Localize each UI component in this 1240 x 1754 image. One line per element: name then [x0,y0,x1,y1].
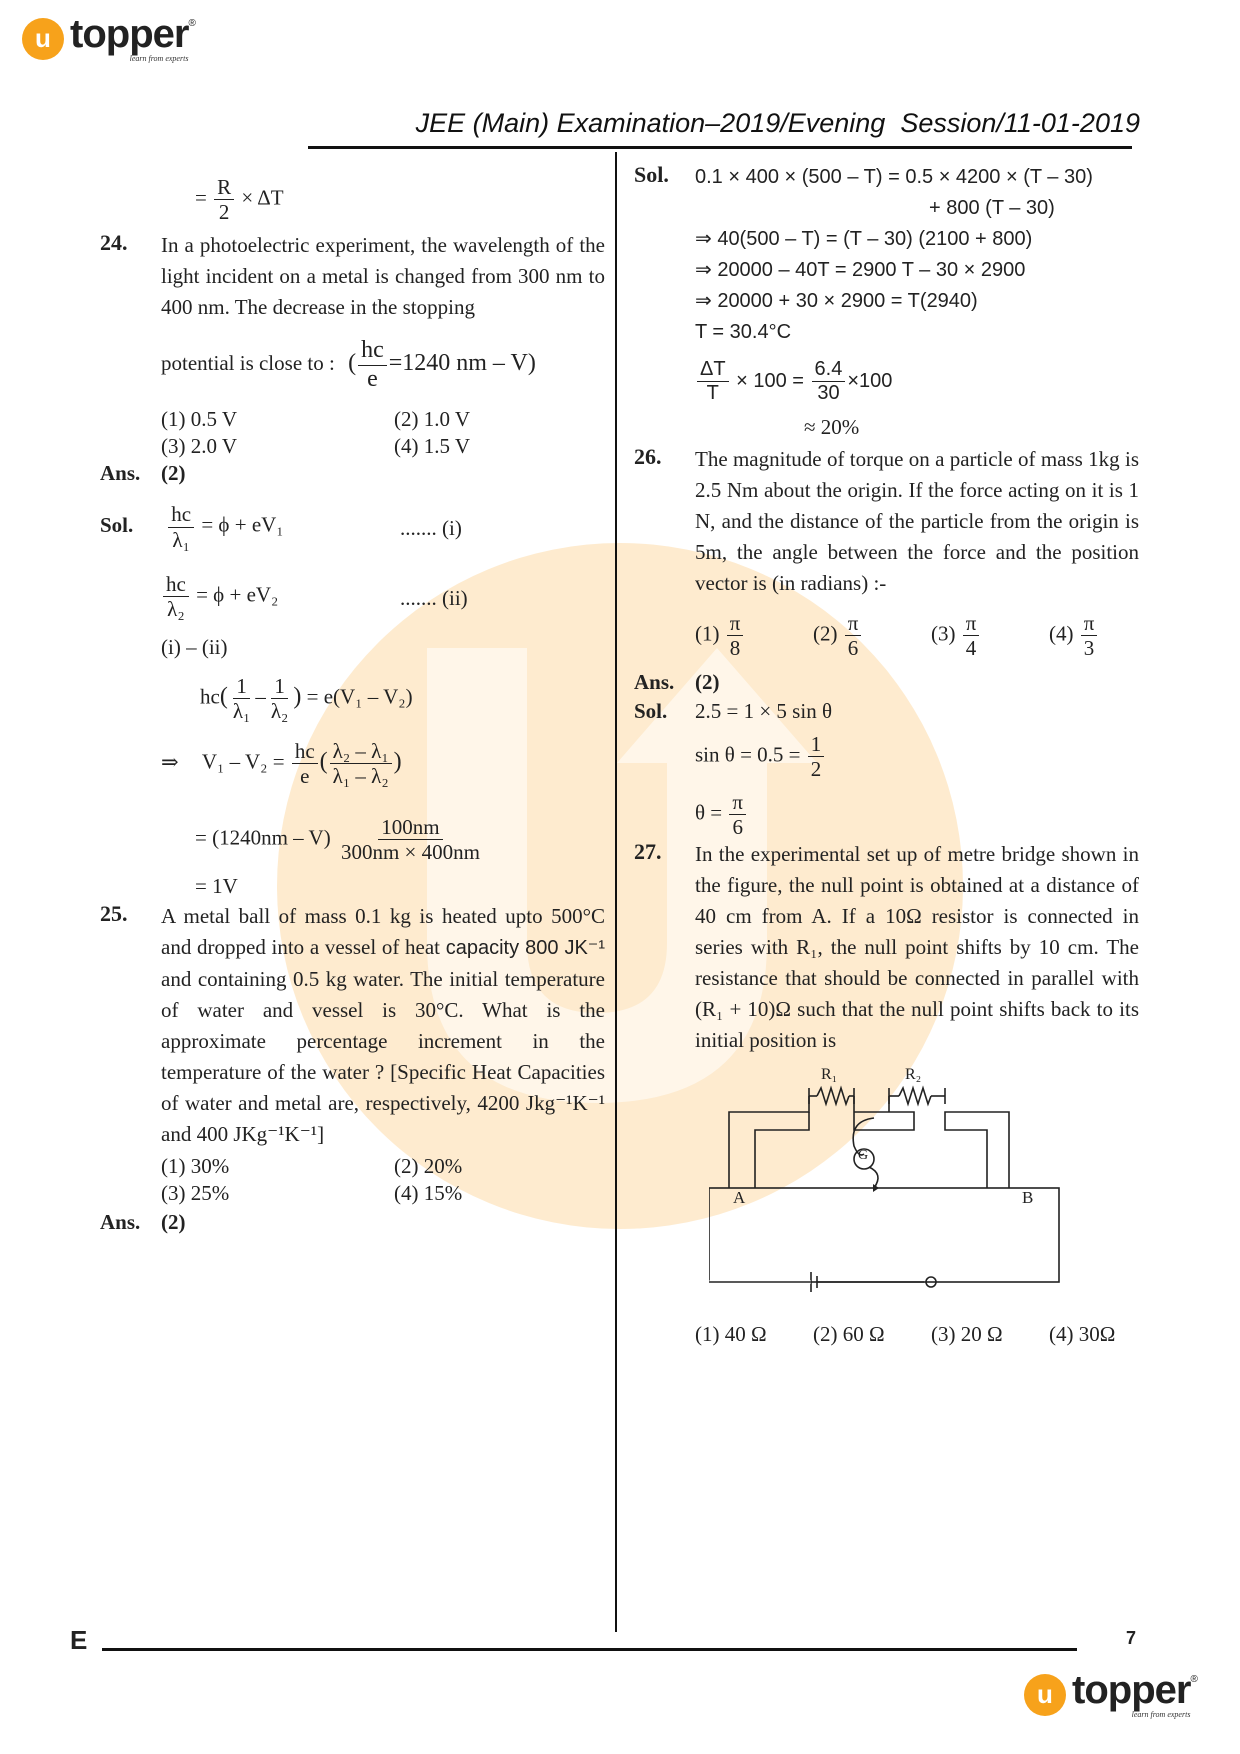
percentage-result: ≈ 20% [804,415,860,439]
solution-24-eq5: = (1240nm – V) $\frac{100nm}{300nm \times 400nm}$ [195,814,480,864]
option-4: (4) 30Ω [1049,1321,1116,1346]
edition-letter: E [70,1625,88,1655]
label-galvanometer: G [858,1147,869,1163]
option-1: (1) 30% [161,1153,230,1178]
metre-bridge-figure [709,1066,1089,1316]
options-25 [161,1154,605,1206]
header-logo [22,14,196,63]
solution-25: Sol. 0.1 × 400 × (500 – T) = 0.5 × 4200 × (T – 30) + 800 (T – 30) ⇒ 40(500 – T) = (T – 30) (2100 + 800) ⇒ 20000 – 40T = 2900 T – 30 × 2900 ⇒ 20000 + 30 × 2900 = T(2940) T = 30.4°C $\frac{\Delta T}{T}$ × 100 = $\frac{6.4}{30}$ ×100 ≈ 20% [634,162,1139,440]
solution-24-step: (i) – (ii) [161,635,228,660]
question-text: A metal ball of mass 0.1 kg is heated upto 500°C and dropped into a vessel of heat [161,903,605,959]
exam-title: JEE (Main) Examination–2019/Evening Session/11-01-2019 [415,108,1140,138]
option-3: (3) 2.0 V [161,434,238,459]
sol-line: + 800 (T – 30) [929,197,1055,219]
question-26 [634,444,1139,839]
column-divider [615,152,617,1632]
option-4: (4) 1.5 V [394,434,471,459]
question-number: 27. [634,838,662,864]
sol-line: ⇒ 40(500 – T) = (T – 30) (2100 + 800) [695,228,1033,250]
option-2: (2) 1.0 V [394,407,471,432]
sol-line: ⇒ 20000 + 30 × 2900 = T(2940) [695,290,978,312]
answer-25: Ans. (2) [100,1209,186,1234]
right-strip [945,1112,1009,1188]
sol-line: ⇒ 20000 – 40T = 2900 T – 30 × 2900 [695,259,1026,281]
option-1: (1) $\frac{\pi}{8}$ [695,611,813,660]
solution-24-eq2: $\frac{hc}{\text{λ₂}}$ = ϕ + eV₂ ....... (ii) [161,572,605,621]
options-27 [695,1322,1139,1347]
option-4: (4) 15% [394,1180,463,1205]
resistor-r2 [899,1088,931,1104]
footer-rule [102,1648,1077,1651]
brand-name: topper [1072,1668,1191,1712]
question-text: The magnitude of torque on a particle of mass 1kg is 2.5 Nm about the origin. If the force acting on it is 1 N, and the distance of the particle from the origin is 5m, the angle between the force and the position vector is (in radians) :- [695,447,1139,595]
page-number: 7 [1126,1628,1137,1648]
brand-tagline: learn from experts [1131,1710,1191,1719]
registered-mark: ® [1190,1674,1198,1685]
option-3: (3) $\frac{\pi}{4}$ [931,611,1049,660]
sol-line: 0.1 × 400 × (500 – T) = 0.5 × 4200 × (T – 30) [695,166,1093,188]
topper-u-icon: u [22,18,64,60]
solution-24-eq4: ⇒ V₁ – V₂ = $\frac{hc}{e}$ ( $\frac{\text{λ₂ – λ₁}}{\text{λ₁ – λ₂}}$ ) [161,739,402,789]
brand-name: topper [70,12,189,56]
label-a: A [733,1187,746,1207]
solution-24-eq1: Sol. $\frac{hc}{\text{λ₁}}$ = ϕ + eV₁ ....... (i) [100,502,462,552]
options-24 [161,407,605,459]
title-rule [308,146,1132,149]
option-1: (1) 40 Ω [695,1321,767,1346]
question-number: 26. [634,444,662,469]
question-24 [100,230,605,899]
question-25 [100,901,605,1235]
question-text-capacity: capacity 800 JK⁻¹ [445,936,605,959]
question-text-rest: and containing 0.5 kg water. The initial temperature of water and vessel is 30°C. What is the approximate percentage increment in the temperature of the water ? [Specific Heat Capacities of water and metal are, respectively, 4200 Jkg⁻¹K⁻¹ and 400 JKg⁻¹K⁻¹] [161,966,605,1146]
middle-strip [854,1096,914,1130]
label-r2: R₂ [905,1065,922,1083]
left-strip [729,1096,809,1188]
solution-26: Sol. 2.5 = 1 × 5 sin θ [634,699,833,724]
option-4: (4) $\frac{\pi}{3}$ [1049,611,1167,660]
answer-24: Ans. (2) [100,461,186,486]
option-3: (3) 25% [161,1180,230,1205]
resistor-r1 [817,1088,849,1104]
option-2: (2) 60 Ω [813,1321,885,1346]
question-27 [634,839,1139,1347]
left-column [100,175,605,1235]
footer-logo [1024,1670,1198,1719]
option-2: (2) 20% [394,1153,463,1178]
question-number: 25. [100,900,128,926]
sol-line: T = 30.4°C [695,321,792,343]
option-1: (1) 0.5 V [161,407,238,432]
options-26 [695,611,1139,660]
label-b: B [1022,1187,1034,1207]
label-r1: R₁ [821,1065,838,1083]
solution-24-eq3: hc( $\frac{1}{\text{λ₁}}$ – $\frac{1}{\text{λ₂}}$ ) = e(V₁ – V₂) [200,674,413,724]
question-text-line: potential is close to : ( $\frac{hc}{e}$ =1240 nm – V) [161,337,536,392]
topper-u-icon: u [1024,1674,1066,1716]
brand-tagline: learn from experts [129,54,189,63]
solution-26-line2: sin θ = 0.5 = $\frac{1}{2}$ [695,732,1139,781]
registered-mark: ® [188,18,196,29]
question-number: 24. [100,230,128,256]
option-3: (3) 20 Ω [931,1321,1003,1346]
right-column [634,162,1139,1347]
question-text: In the experimental set up of metre bridge shown in the figure, the null point is obtained at a distance of 40 cm from A. If a 10Ω resistor is connected in series with R₁, the null point shifts by 10 cm. The resistance that should be connected in parallel with (R₁ + 10)Ω such that the null point shifts back to its initial position is [695,841,1139,1052]
question-text: In a photoelectric experiment, the wavelength of the light incident on a metal is changed from 300 nm to 400 nm. The decrease in the stopping [161,233,605,320]
carry-equation: = $\frac{R}{2}$ × ΔT [195,175,284,225]
solution-26-line3: θ = $\frac{\pi}{6}$ [695,790,1139,839]
solution-24-result: = 1V [195,873,238,898]
meter-base [709,1188,1059,1282]
answer-26: Ans. (2) [634,670,720,695]
percentage-equation: $\frac{\Delta T}{T}$ × 100 = $\frac{6.4}{30}$ ×100 [695,358,1139,405]
option-2: (2) $\frac{\pi}{6}$ [813,611,931,660]
